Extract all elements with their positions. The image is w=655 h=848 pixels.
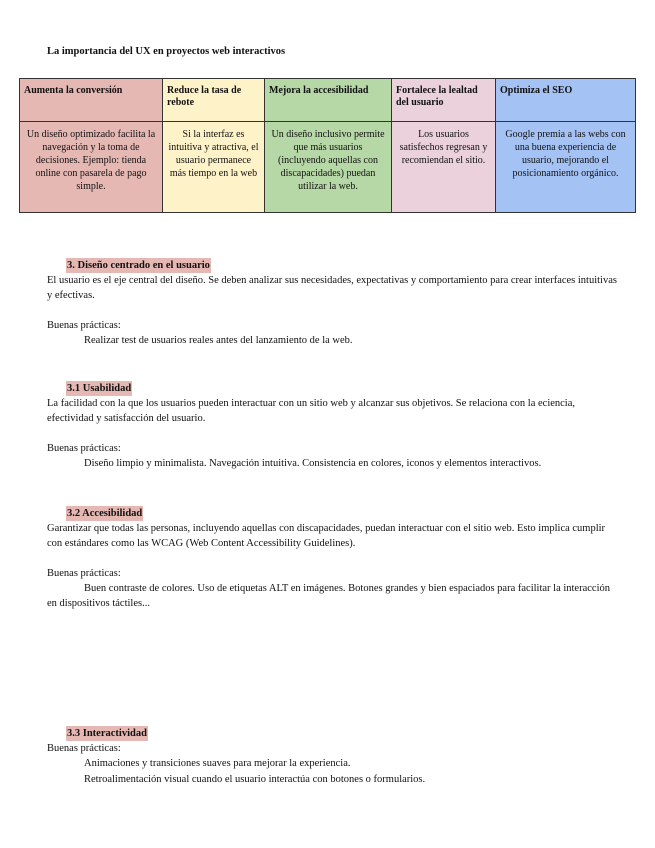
table-cell: Un diseño inclusivo permite que más usuarios (incluyendo aquellas con discapacidades) puedan utilizar la web. [265, 122, 392, 213]
section-user-centered-design [47, 258, 622, 348]
section-body: La facilidad con la que los usuarios pueden interactuar con un sitio web y alcanzar sus objetivos. Se relaciona con la eciencia, efectividad y satisfacción del usuario. [47, 398, 576, 425]
ux-benefits-table [19, 78, 636, 213]
practices-label: Buenas prácticas: [47, 743, 121, 755]
section-accessibility [47, 506, 622, 611]
table-header-cell: Optimiza el SEO [496, 79, 636, 122]
table-header-row [20, 79, 636, 122]
practices-label: Buenas prácticas: [47, 567, 121, 579]
table-header-cell: Mejora la accesibilidad [265, 79, 392, 122]
practice-item: Diseño limpio y minimalista. Navegación intuitiva. Consistencia en colores, iconos y elementos interactivos. [84, 457, 542, 469]
table-cell: Si la interfaz es intuitiva y atractiva, el usuario permanece más tiempo en la web [163, 122, 265, 213]
section-heading: 3.3 Interactividad [66, 726, 148, 741]
section-body: El usuario es el eje central del diseño. Se deben analizar sus necesidades, expectativas y comportamiento para crear interfaces intuitivas y efectivas. [47, 275, 617, 302]
practice-item: Buen contraste de colores. Uso de etiquetas ALT en imágenes. Botones grandes y bien espaciados para facilitar la interacción en dispositivos táctiles... [47, 582, 610, 610]
table-header-cell: Reduce la tasa de rebote [163, 79, 265, 122]
document-title: La importancia del UX en proyectos web interactivos [47, 46, 286, 57]
table-header-cell: Fortalece la lealtad del usuario [392, 79, 496, 122]
section-heading: 3. Diseño centrado en el usuario [66, 258, 211, 273]
table-header-cell: Aumenta la conversión [20, 79, 163, 122]
section-heading: 3.1 Usabilidad [66, 381, 132, 396]
section-body: Garantizar que todas las personas, incluyendo aquellas con discapacidades, puedan interactuar con el sitio web. Esto implica cumplir con estándares como las WCAG (Web Content Accessibility Guidelines). [47, 523, 606, 550]
section-heading: 3.2 Accesibilidad [66, 506, 143, 521]
section-usability [47, 381, 622, 471]
practice-item: Animaciones y transiciones suaves para mejorar la experiencia. [84, 758, 351, 770]
practice-item: Realizar test de usuarios reales antes del lanzamiento de la web. [84, 334, 353, 346]
table-row [20, 122, 636, 213]
section-interactivity [47, 726, 622, 787]
practices-label: Buenas prácticas: [47, 319, 121, 331]
table-cell: Un diseño optimizado facilita la navegación y la toma de decisiones. Ejemplo: tienda online con pasarela de pago simple. [20, 122, 163, 213]
practices-label: Buenas prácticas: [47, 442, 121, 454]
table-cell: Google premia a las webs con una buena experiencia de usuario, mejorando el posicionamiento orgánico. [496, 122, 636, 213]
practice-item: Retroalimentación visual cuando el usuario interactúa con botones o formularios. [84, 773, 426, 785]
table-cell: Los usuarios satisfechos regresan y recomiendan el sitio. [392, 122, 496, 213]
